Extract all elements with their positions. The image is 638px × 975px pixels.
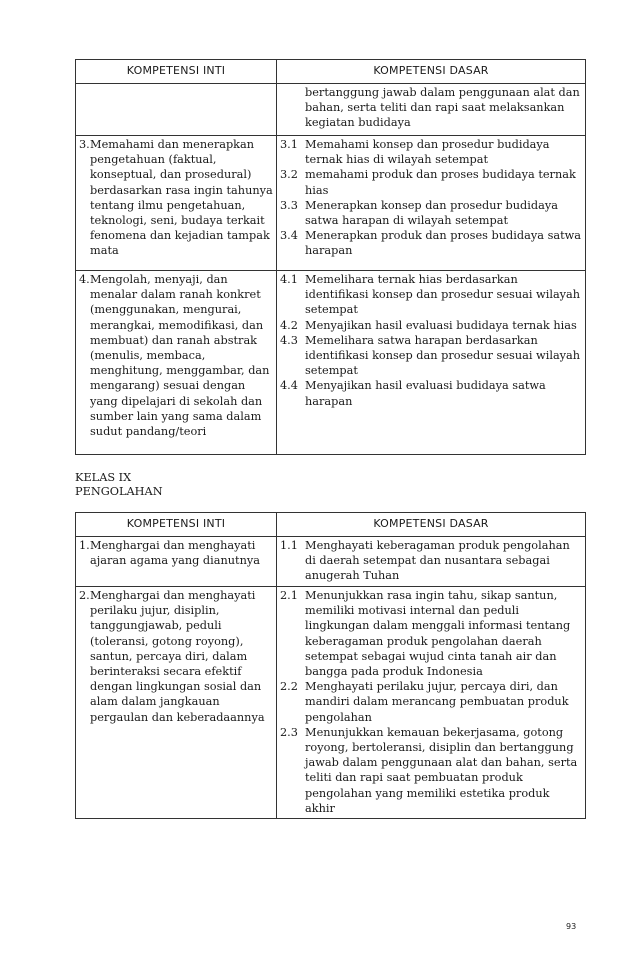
kd-text: Memahami konsep dan prosedur budidaya ternak hias di wilayah setempat <box>305 138 550 167</box>
table-header-row <box>76 513 586 537</box>
kd-item <box>280 228 582 258</box>
kd-cell <box>277 84 586 136</box>
kd-item <box>280 137 582 167</box>
competency-table-1 <box>75 59 586 455</box>
header-kompetensi-dasar: KOMPETENSI DASAR <box>277 60 586 84</box>
header-kompetensi-dasar: KOMPETENSI DASAR <box>277 513 586 537</box>
ki-text: Memahami dan menerapkan pengetahuan (faktual, konseptual, dan prosedural) berdasarkan rasa ingin tahunya tentang ilmu pengetahuan, teknologi, seni, budaya terkait fenomena dan kejadian tampak mata <box>90 138 273 258</box>
kd-text: bertanggung jawab dalam penggunaan alat dan bahan, serta teliti dan rapi saat melaksankan kegiatan budidaya <box>305 86 580 130</box>
ki-text: Menghargai dan menghayati ajaran agama yang dianutnya <box>90 539 260 568</box>
table-row <box>76 537 586 587</box>
header-kompetensi-inti: KOMPETENSI INTI <box>76 513 277 537</box>
header-kompetensi-inti: KOMPETENSI INTI <box>76 60 277 84</box>
kd-text: Menghayati keberagaman produk pengolahan di daerah setempat dan nusantara sebagai anugerah Tuhan <box>305 539 570 583</box>
kd-text: Menyajikan hasil evaluasi budidaya ternak hias <box>305 318 577 332</box>
table-row <box>76 587 586 819</box>
ki-cell <box>76 136 277 271</box>
kd-number: 3.4 <box>280 229 298 243</box>
kd-item <box>280 538 582 584</box>
kd-item <box>280 588 582 679</box>
kd-number: 3.3 <box>280 198 298 212</box>
ki-cell <box>76 537 277 587</box>
kd-text: Menunjukkan kemauan bekerjasama, gotong royong, bertoleransi, disiplin dan bertanggung jawab dalam penggunaan alat dan bahan, serta teliti dan rapi saat pembuatan produk pengolahan yang memiliki estetika produk akhir <box>305 725 578 815</box>
table-row <box>76 84 586 136</box>
kd-number: 4.3 <box>280 333 298 347</box>
class-label: KELAS IX <box>75 471 132 484</box>
kd-number: 2.2 <box>280 680 298 694</box>
kd-item <box>280 198 582 228</box>
kd-item <box>280 679 582 725</box>
kd-number: 4.2 <box>280 318 298 332</box>
table-row <box>76 271 586 455</box>
kd-text: Memelihara satwa harapan berdasarkan identifikasi konsep dan prosedur sesuai wilayah setempat <box>305 333 581 378</box>
kd-number: 1.1 <box>280 539 298 552</box>
kd-text: Menerapkan konsep dan prosedur budidaya satwa harapan di wilayah setempat <box>305 198 558 228</box>
kd-text: Menunjukkan rasa ingin tahu, sikap santun, memiliki motivasi internal dan peduli lingkungan dalam menggali informasi tentang keberagaman produk pengolahan daerah setempat sebagai wujud cinta tanah air dan bangga pada produk Indonesia <box>305 589 571 679</box>
subject-label: PENGOLAHAN <box>75 485 163 498</box>
kd-item <box>280 318 582 333</box>
ki-number: 4. <box>79 273 90 286</box>
kd-number: 3.2 <box>280 168 298 182</box>
kd-number: 3.1 <box>280 138 298 151</box>
competency-table-2 <box>75 512 586 819</box>
ki-number: 1. <box>79 539 90 552</box>
kd-item <box>280 378 582 408</box>
page-number: 93 <box>566 922 577 931</box>
kd-number: 4.1 <box>280 273 298 286</box>
kd-text: Menyajikan hasil evaluasi budidaya satwa harapan <box>305 379 546 408</box>
kd-cell <box>277 136 586 271</box>
kd-cell <box>277 587 586 819</box>
kd-text: Memelihara ternak hias berdasarkan identifikasi konsep dan prosedur sesuai wilayah setempat <box>305 273 581 317</box>
table-row <box>76 136 586 271</box>
kd-text: memahami produk dan proses budidaya ternak hias <box>305 168 576 197</box>
kd-item <box>280 272 582 318</box>
kd-number: 2.3 <box>280 725 298 739</box>
ki-cell <box>76 271 277 455</box>
kd-item <box>280 167 582 197</box>
kd-cell <box>277 271 586 455</box>
ki-number: 2. <box>79 589 90 602</box>
ki-number: 3. <box>79 138 90 151</box>
kd-cell <box>277 537 586 587</box>
ki-cell <box>76 587 277 819</box>
table-header-row <box>76 60 586 84</box>
kd-number: 2.1 <box>280 589 298 602</box>
kd-item <box>280 333 582 379</box>
ki-cell <box>76 84 277 136</box>
kd-text: Menerapkan produk dan proses budidaya satwa harapan <box>305 229 582 258</box>
kd-text: Menghayati perilaku jujur, percaya diri, dan mandiri dalam merancang pembuatan produk pengolahan <box>305 680 569 724</box>
ki-text: Menghargai dan menghayati perilaku jujur, disiplin, tanggungjawab, peduli (toleransi, gotong royong), santun, percaya diri, dalam berinteraksi secara efektif dengan lingkungan sosial dan alam dalam jangkauan pergaulan dan keberadaannya <box>90 589 265 724</box>
kd-number: 4.4 <box>280 379 298 393</box>
ki-text: Mengolah, menyaji, dan menalar dalam ranah konkret (menggunakan, mengurai, merangkai, memodifikasi, dan membuat) dan ranah abstrak (menulis, membaca, menghitung, menggambar, dan mengarang) sesuai dengan yang dipelajari di sekolah dan sumber lain yang sama dalam sudut pandang/teori <box>90 273 270 439</box>
kd-item <box>280 725 582 816</box>
